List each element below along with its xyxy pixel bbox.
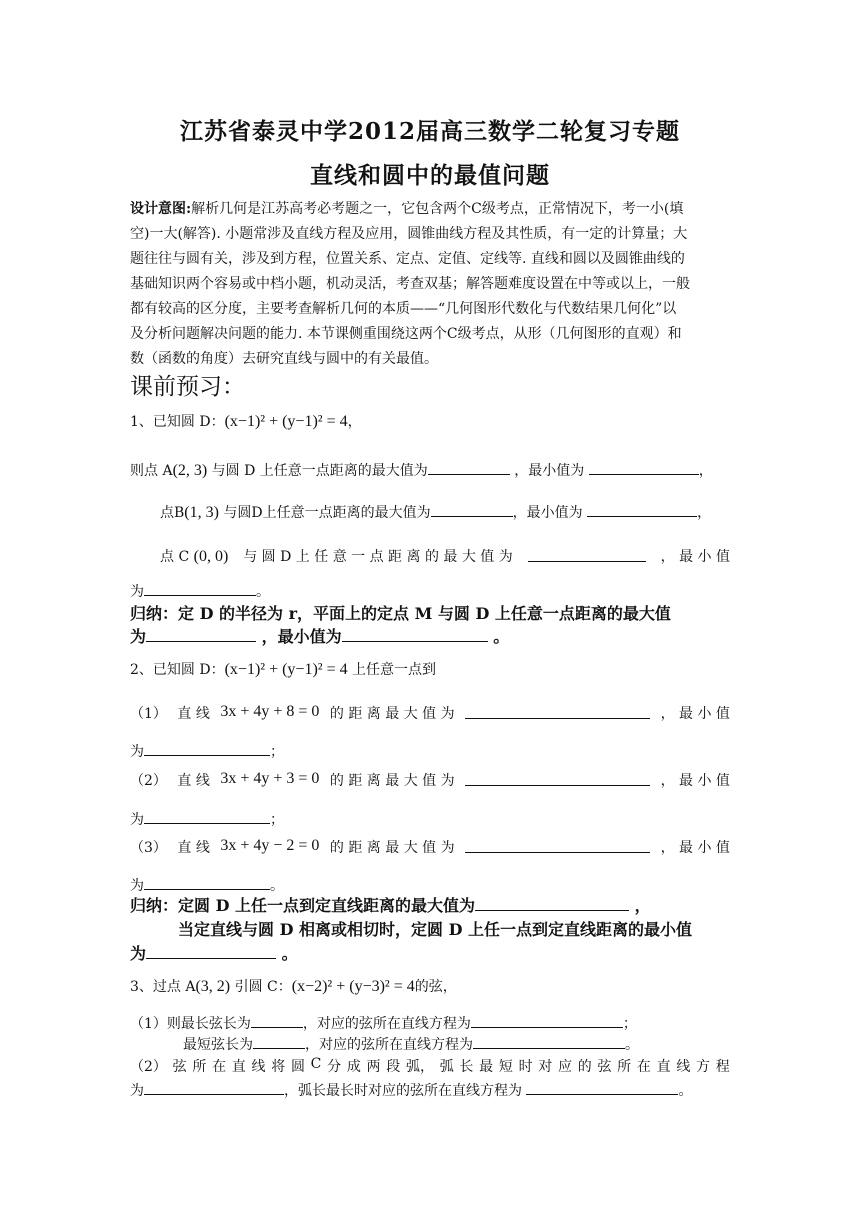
- intent-line: 都有较高的区分度，主要考查解析几何的本质——“几何图形代数化与代数结果几何化”以: [130, 301, 677, 317]
- intent-line: 数（函数的角度）去研究直线与圆中的有关最值。: [130, 351, 438, 367]
- answer-blank[interactable]: [144, 808, 270, 824]
- answer-blank[interactable]: [428, 459, 510, 475]
- q1-point-a: 则点 A(2, 3) 与圆 D 上任意一点距离的最大值为 ，最小值为 ，: [130, 459, 713, 480]
- q2-stem: 2、已知圆 D：(x−1)² + (y−1)² = 4 上任意一点到: [130, 661, 437, 678]
- section-heading: 课前预习：: [130, 374, 245, 400]
- summary-2-line3: 为 。: [130, 941, 298, 964]
- q1-stem: 1、已知圆 D：(x−1)² + (y−1)² = 4，: [130, 413, 362, 430]
- answer-blank[interactable]: [144, 874, 270, 890]
- answer-blank[interactable]: [528, 546, 646, 562]
- answer-blank[interactable]: [465, 703, 650, 719]
- q3-part2-line2: 为 ，弧长最长时对应的弦所在直线方程为 。: [130, 1079, 692, 1100]
- q1-point-c: 点 C (0, 0) 与 圆 D 上 任 意 一 点 距 离 的 最 大 值 为 ， 最 小 值: [160, 548, 730, 565]
- answer-blank[interactable]: [253, 1033, 305, 1049]
- intent-line: 题往往与圆有关，涉及到方程，位置关系、定点、定值、定线等. 直线和圆以及圆锥曲线的: [130, 251, 685, 267]
- summary-1-line2: 为 ，最小值为 。: [130, 624, 509, 647]
- summary-2-line1: 归纳：定圆 D 上任一点到定直线距离的最大值为 ，: [130, 893, 651, 916]
- design-intent: [130, 197, 740, 372]
- q2-item-1-cont: 为 ；: [130, 740, 284, 761]
- intent-line: 及分析问题解决问题的能力. 本节课侧重围绕这两个C级考点，从形（几何图形的直观）和: [130, 326, 682, 342]
- answer-blank[interactable]: [475, 893, 629, 911]
- answer-blank[interactable]: [589, 459, 699, 475]
- answer-blank[interactable]: [431, 501, 513, 517]
- intent-line: 设计意图:解析几何是江苏高考必考题之一，它包含两个C级考点，正常情况下，考一小(填: [130, 201, 684, 217]
- answer-blank[interactable]: [526, 1079, 678, 1095]
- q2-item-2-cont: 为 ；: [130, 808, 284, 829]
- summary-2-line2: 当定直线与圆 D 相离或相切时，定圆 D 上任一点到定直线距离的最小值: [178, 920, 693, 939]
- q2-item-3-cont: 为 。: [130, 874, 284, 895]
- q3-part2-line1: （2） 弦 所 在 直 线 将 圆 C 分 成 两 段 弧， 弧 长 最 短 时 对 应 的 弦 所 在 直 线 方 程: [130, 1056, 730, 1075]
- document-subtitle: 直线和圆中的最值问题: [310, 162, 550, 189]
- circle-equation: (x−1)² + (y−1)² = 4: [224, 413, 348, 430]
- intent-line: 基础知识两个容易或中档小题，机动灵活，考查双基；解答题难度设置在中等或以上，一般: [130, 276, 690, 292]
- answer-blank[interactable]: [146, 624, 256, 642]
- answer-blank[interactable]: [144, 740, 270, 756]
- q2-item-3: （3） 直 线 3x + 4y − 2 = 0 的 距 离 最 大 值 为 ， 最 小 值: [130, 837, 730, 856]
- answer-blank[interactable]: [471, 1012, 623, 1028]
- intent-line: 空)一大(解答). 小题常涉及直线方程及应用，圆锥曲线方程及其性质，有一定的计算量；大: [130, 226, 688, 242]
- answer-blank[interactable]: [587, 501, 697, 517]
- answer-blank[interactable]: [342, 624, 488, 642]
- answer-blank[interactable]: [251, 1012, 303, 1028]
- answer-blank[interactable]: [473, 1033, 625, 1049]
- q2-item-2: （2） 直 线 3x + 4y + 3 = 0 的 距 离 最 大 值 为 ， 最 小 值: [130, 770, 730, 789]
- answer-blank[interactable]: [144, 580, 256, 596]
- q1-point-c-cont: 为 。: [130, 580, 270, 601]
- answer-blank[interactable]: [465, 770, 650, 786]
- summary-1-line1: 归纳：定 D 的半径为 r，平面上的定点 M 与圆 D 上任意一点距离的最大值: [130, 604, 671, 623]
- answer-blank[interactable]: [465, 837, 650, 853]
- intent-label: 设计意图:: [130, 201, 192, 217]
- q3-part1-longest: （1）则最长弦长为 ，对应的弦所在直线方程为 ；: [130, 1012, 637, 1033]
- answer-blank[interactable]: [146, 941, 276, 959]
- q3-part1-shortest: 最短弦长为 ，对应的弦所在直线方程为 。: [183, 1033, 639, 1054]
- q1-point-b: 点B(1, 3) 与圆D上任意一点距离的最大值为 ，最小值为 ，: [160, 501, 711, 522]
- q3-stem: 3、过点 A(3, 2) 引圆 C：(x−2)² + (y−3)² = 4的弦，: [130, 978, 457, 995]
- q2-item-1: （1） 直 线 3x + 4y + 8 = 0 的 距 离 最 大 值 为 ， 最 小 值: [130, 703, 730, 722]
- document-title: 江苏省泰灵中学2012届高三数学二轮复习专题: [179, 118, 680, 145]
- answer-blank[interactable]: [144, 1079, 284, 1095]
